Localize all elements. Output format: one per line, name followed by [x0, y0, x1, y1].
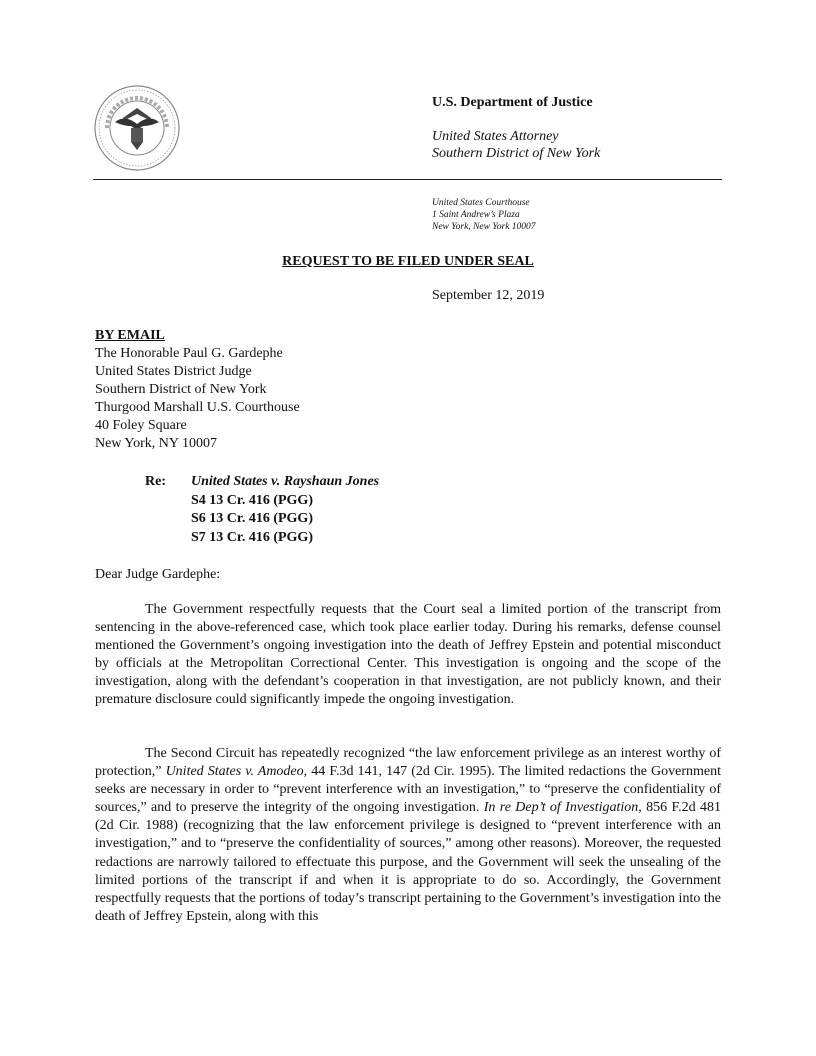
recipient-line: Southern District of New York	[95, 382, 267, 397]
address-line: United States Courthouse	[432, 198, 530, 208]
docket-number: S7 13 Cr. 416 (PGG)	[191, 529, 313, 545]
body-paragraph-2	[95, 745, 721, 926]
recipient-line: New York, NY 10007	[95, 436, 217, 451]
office-block	[432, 128, 732, 162]
recipient-block	[95, 327, 300, 453]
office-title: United States Attorney	[432, 129, 559, 144]
letter-title: REQUEST TO BE FILED UNDER SEAL	[282, 254, 534, 269]
recipient-line: 40 Foley Square	[95, 418, 187, 433]
department-name: U.S. Department of Justice	[432, 95, 593, 110]
recipient-line: The Honorable Paul G. Gardephe	[95, 346, 283, 361]
re-label: Re:	[145, 474, 166, 489]
office-district: Southern District of New York	[432, 146, 601, 161]
address-line: New York, New York 10007	[432, 222, 536, 232]
recipient-line: United States District Judge	[95, 364, 252, 379]
paragraph-text: , 856 F.2d 481 (2d Cir. 1988) (recognizing that the law enforcement privilege is designed to “prevent interference with an investigation,” and to “preserve the confidentiality of sources,” among other reasons). Moreover, the requested redactions are narrowly tailored to effectuate this purpose, and the Government will seek the unsealing of the limited portions of the transcript if and when it is appropriate to do so. Accordingly, the Government respectfully requests that the portions of today’s transcript pertaining to the Government’s investigation into the death of Jeffrey Epstein, along with this	[95, 800, 721, 924]
case-citation: United States v. Amodeo	[165, 764, 304, 780]
case-citation: In re Dep’t of Investigation	[483, 800, 639, 816]
paragraph-text: The Second Circuit has repeatedly recognized “the law enforcement privilege as an interest worthy of protection,”	[95, 746, 721, 780]
letter-date: September 12, 2019	[432, 288, 545, 303]
letterhead-divider	[93, 179, 722, 180]
address-line: 1 Saint Andrew’s Plaza	[432, 210, 520, 220]
recipient-line: Thurgood Marshall U.S. Courthouse	[95, 400, 300, 415]
salutation: Dear Judge Gardephe:	[95, 567, 221, 582]
case-title: United States v. Rayshaun Jones	[191, 474, 380, 489]
doj-seal-icon	[93, 84, 181, 172]
paragraph-text: , 44 F.3d 141, 147 (2d Cir. 1995). The limited redactions the Government seeks are necessary in order to “prevent interference with an investigation,” to “preserve the confidentiality of sources,” and to preserve the integrity of the ongoing investigation.	[95, 764, 722, 816]
docket-number: S6 13 Cr. 416 (PGG)	[191, 511, 313, 526]
office-address	[432, 197, 536, 233]
re-lines	[191, 473, 379, 547]
agency-block	[432, 94, 732, 162]
delivery-method: BY EMAIL	[95, 328, 165, 343]
docket-number: S4 13 Cr. 416 (PGG)	[191, 492, 313, 508]
body-paragraph-1: The Government respectfully requests that the Court seal a limited portion of the transcript from sentencing in the above-referenced case, which took place earlier today. During his remarks, defense counsel mentioned the Government’s ongoing investigation into the death of Jeffrey Epstein and potential misconduct by officials at the Metropolitan Correctional Center. This investigation is ongoing and the scope of the investigation, along with the defendant’s cooperation in that investigation, are not publicly known, and their premature disclosure could significantly impede the ongoing investigation.	[95, 602, 721, 708]
